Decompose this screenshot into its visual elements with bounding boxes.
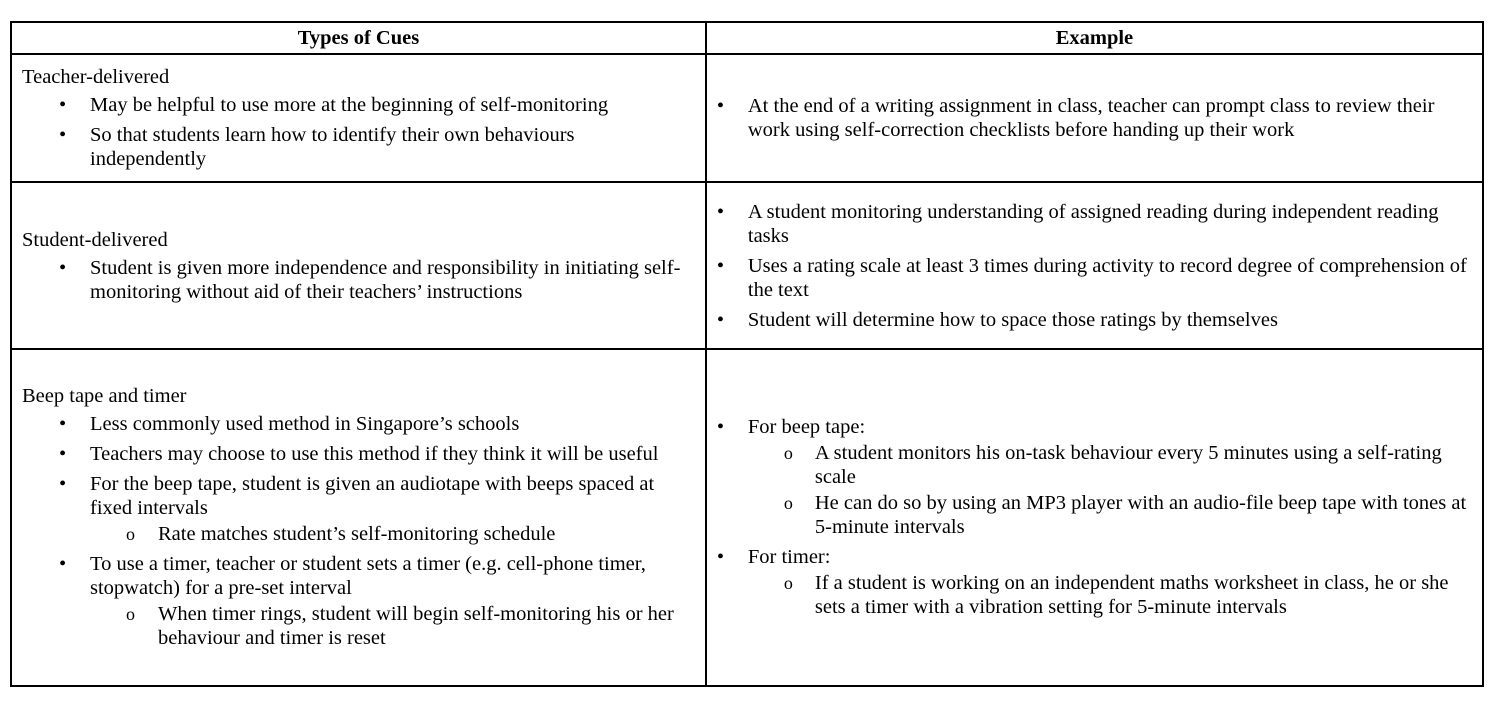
list-item: • May be helpful to use more at the beginning of self-monitoring: [22, 93, 695, 117]
list-item: • At the end of a writing assignment in class, teacher can prompt class to review their work using self-correction checklists before handing up their work: [717, 94, 1472, 142]
example-cell: [706, 349, 1483, 686]
list-item: • Teachers may choose to use this method if they think it will be useful: [22, 442, 695, 466]
list-item: • Student will determine how to space those ratings by themselves: [717, 308, 1472, 332]
list-item: • Student is given more independence and responsibility in initiating self-monitoring without aid of their teachers’ instructions: [22, 256, 695, 304]
list-item: [717, 415, 1472, 539]
sub-bullet-list: [748, 441, 1472, 539]
sub-list-item: o When timer rings, student will begin self-monitoring his or her behaviour and timer is reset: [90, 602, 695, 650]
header-types-of-cues: Types of Cues: [11, 22, 706, 54]
header-row: [11, 22, 1483, 54]
example-group-label: For beep tape:: [747, 415, 866, 438]
list-item: [717, 545, 1472, 619]
cues-table: [10, 21, 1484, 687]
list-item: • So that students learn how to identify their own behaviours independently: [22, 123, 695, 171]
table-row: [11, 54, 1483, 182]
cue-cell: [11, 54, 706, 182]
cue-bullet-list: [22, 93, 695, 171]
cue-cell: [11, 182, 706, 349]
list-item: • Less commonly used method in Singapore’s schools: [22, 412, 695, 436]
cue-bullet-list: [22, 256, 695, 304]
sub-bullet-list: [90, 602, 695, 650]
list-item: • Uses a rating scale at least 3 times during activity to record degree of comprehension of the text: [717, 254, 1472, 302]
example-bullet-list: [717, 94, 1472, 142]
cue-title: Teacher-delivered: [22, 66, 170, 88]
sub-list-item: o He can do so by using an MP3 player with an audio-file beep tape with tones at 5-minute intervals: [748, 491, 1472, 539]
sub-bullet-list: [748, 571, 1472, 619]
list-item: [22, 472, 695, 546]
header-example: Example: [706, 22, 1483, 54]
cue-cell: [11, 349, 706, 686]
cue-title: Student-delivered: [22, 228, 168, 251]
sub-bullet-list: [90, 522, 695, 546]
example-cell: [706, 182, 1483, 349]
cue-bullet-list: [22, 412, 695, 650]
list-item-text: For the beep tape, student is given an audiotape with beeps spaced at fixed intervals: [90, 472, 655, 519]
cue-title: Beep tape and timer: [22, 384, 187, 407]
sub-list-item: o A student monitors his on-task behaviour every 5 minutes using a self-rating scale: [748, 441, 1472, 489]
list-item-text: To use a timer, teacher or student sets a timer (e.g. cell-phone timer, stopwatch) for a pre-set interval: [90, 552, 646, 599]
sub-list-item: o If a student is working on an independent maths worksheet in class, he or she sets a timer with a vibration setting for 5-minute intervals: [748, 571, 1472, 619]
list-item: • A student monitoring understanding of assigned reading during independent reading tasks: [717, 200, 1472, 248]
table-row: [11, 349, 1483, 686]
example-bullet-list: [717, 200, 1472, 332]
table-row: [11, 182, 1483, 349]
example-bullet-list: [717, 415, 1472, 619]
example-group-label: For timer:: [747, 545, 831, 568]
example-cell: [706, 54, 1483, 182]
list-item: [22, 552, 695, 650]
sub-list-item: o Rate matches student’s self-monitoring schedule: [90, 522, 695, 546]
